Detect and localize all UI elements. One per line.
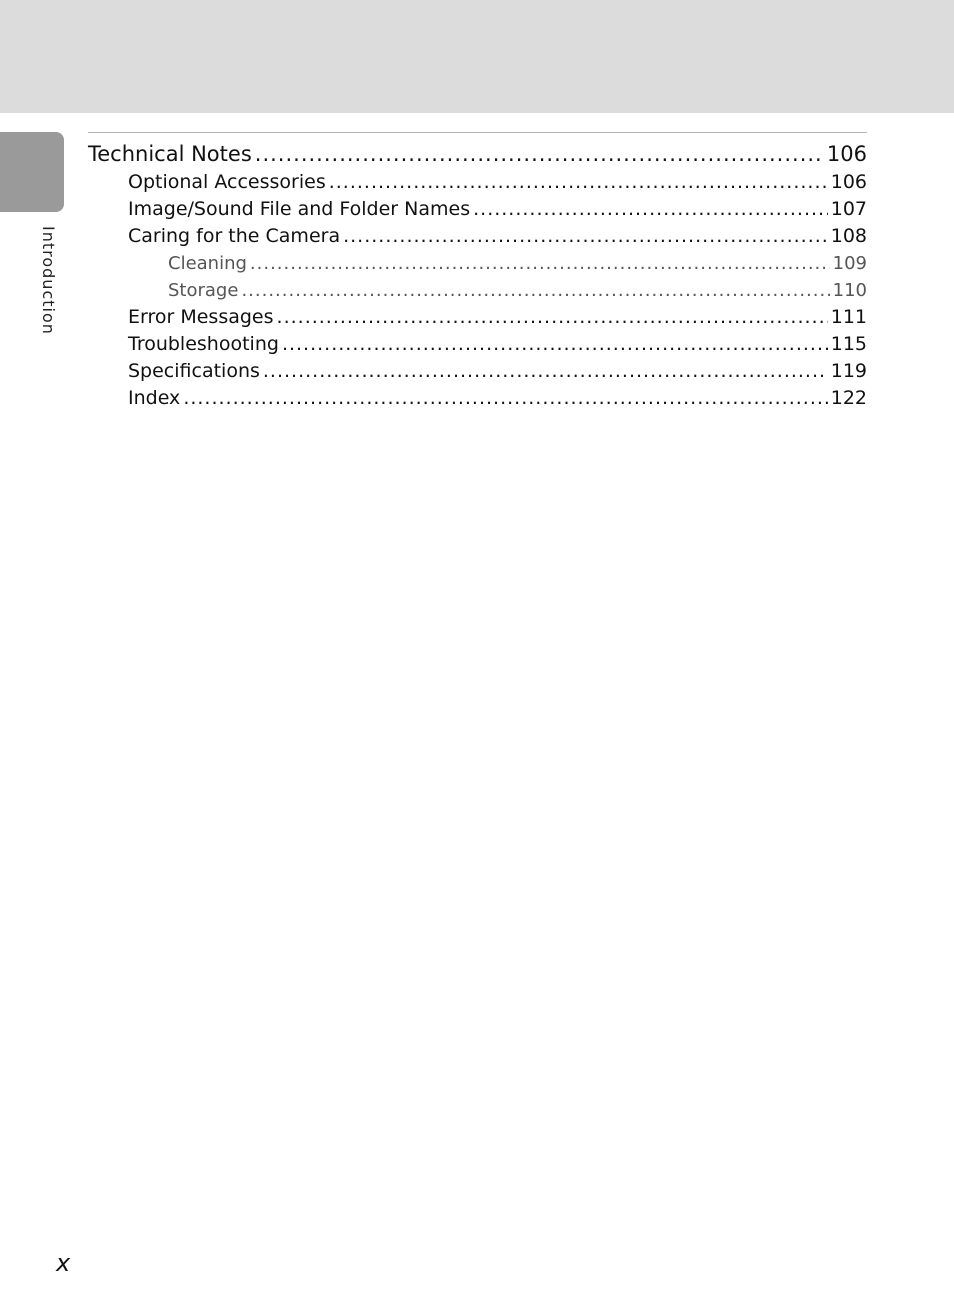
- toc-entry-label: Optional Accessories: [128, 171, 326, 193]
- toc-entry-cleaning[interactable]: [168, 250, 867, 277]
- toc-entry-troubleshooting[interactable]: [128, 331, 867, 358]
- toc-entry-specifications[interactable]: [128, 358, 867, 385]
- leader-dots: [282, 331, 828, 358]
- toc-entry-page: 115: [830, 333, 867, 355]
- toc-entry-index[interactable]: [128, 385, 867, 412]
- toc-entry-label: Troubleshooting: [128, 333, 279, 355]
- toc-entry-page: 109: [832, 253, 867, 274]
- page-number: x: [56, 1249, 71, 1277]
- toc-entry-optional-accessories[interactable]: [128, 169, 867, 196]
- toc-entry-label: Cleaning: [168, 253, 247, 274]
- leader-dots: [250, 250, 830, 277]
- toc-entry-storage[interactable]: [168, 277, 867, 304]
- toc-entry-label: Storage: [168, 280, 239, 301]
- toc-entry-label: Technical Notes: [88, 142, 252, 166]
- leader-dots: [255, 139, 824, 169]
- toc-entry-label: Index: [128, 387, 181, 409]
- section-tab: [0, 132, 64, 212]
- leader-dots: [241, 277, 829, 304]
- toc-entry-image-sound-file-names[interactable]: [128, 196, 867, 223]
- toc-entry-page: 122: [830, 387, 867, 409]
- toc-entry-page: 106: [830, 171, 867, 193]
- toc-entry-page: 110: [832, 280, 867, 301]
- toc-entry-label: Error Messages: [128, 306, 274, 328]
- table-of-contents: [88, 139, 867, 412]
- toc-entry-caring-for-camera[interactable]: [128, 223, 867, 250]
- leader-dots: [343, 223, 828, 250]
- leader-dots: [277, 304, 828, 331]
- toc-entry-label: Specifications: [128, 360, 260, 382]
- toc-entry-label: Caring for the Camera: [128, 225, 341, 247]
- leader-dots: [473, 196, 828, 223]
- leader-dots: [329, 169, 828, 196]
- divider: [88, 132, 867, 133]
- toc-entry-technical-notes[interactable]: [88, 139, 867, 169]
- leader-dots: [263, 358, 828, 385]
- section-tab-label: Introduction: [39, 226, 58, 335]
- leader-dots: [183, 385, 827, 412]
- toc-entry-page: 106: [826, 142, 867, 166]
- toc-entry-page: 119: [830, 360, 867, 382]
- toc-entry-page: 111: [830, 306, 867, 328]
- toc-entry-page: 107: [830, 198, 867, 220]
- header-band: [0, 0, 954, 113]
- toc-entry-label: Image/Sound File and Folder Names: [128, 198, 471, 220]
- toc-entry-page: 108: [830, 225, 867, 247]
- toc-entry-error-messages[interactable]: [128, 304, 867, 331]
